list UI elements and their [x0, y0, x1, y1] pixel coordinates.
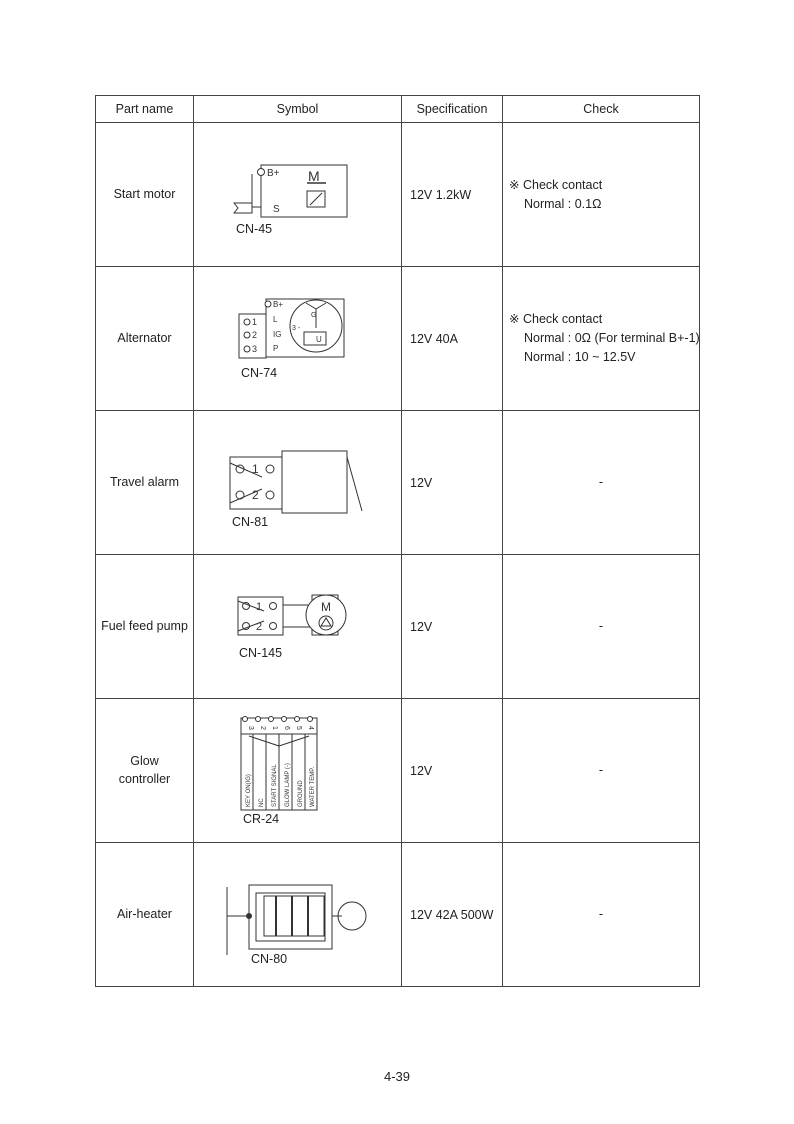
part-name-line: controller: [118, 771, 171, 786]
glow-pin: 5: [295, 726, 302, 730]
specification: 12V: [402, 411, 503, 555]
part-name: Fuel feed pump: [96, 555, 194, 699]
pin-2: 2: [252, 330, 258, 340]
glow-pin: 4: [307, 726, 314, 730]
glow-wire-label: GLOW LAMP (-): [285, 763, 291, 807]
symbol-cell: [194, 267, 402, 411]
connector-label: CN-45: [236, 222, 273, 236]
motor-m-label: M: [308, 168, 320, 184]
glow-wire-label: START SIGNAL: [272, 764, 278, 807]
symbol-cell: [194, 123, 402, 267]
header-row: [96, 96, 700, 123]
terminal-ig: IG: [273, 330, 282, 339]
header-part-name: Part name: [96, 96, 194, 123]
glow-wire-label: WATER TEMP.: [310, 766, 316, 807]
pin-1: 1: [252, 317, 258, 327]
connector-label: CR-24: [243, 812, 280, 826]
pin-1: 1: [252, 462, 259, 476]
check-cell: [503, 123, 700, 267]
check-title: Check contact: [523, 312, 603, 327]
glow-pin: 6: [283, 726, 290, 730]
check-title: Check contact: [523, 177, 603, 192]
note-mark: ※: [509, 177, 520, 192]
part-name-line: Glow: [130, 754, 159, 768]
terminal-l: L: [273, 315, 278, 324]
specification: 12V 42A 500W: [402, 843, 503, 987]
check-cell: -: [503, 555, 700, 699]
parts-spec-table: [95, 95, 700, 987]
connector-label: CN-81: [232, 515, 269, 529]
note-mark: ※: [509, 312, 520, 327]
specification: 12V 40A: [402, 267, 503, 411]
pump-m-label: M: [321, 600, 331, 614]
glow-pin: 1: [271, 726, 278, 730]
part-name: [96, 699, 194, 843]
header-specification: Specification: [402, 96, 503, 123]
fuel-feed-pump-symbol: [194, 555, 402, 698]
terminal-g: G: [311, 312, 317, 319]
specification: 12V 1.2kW: [402, 123, 503, 267]
specification: 12V: [402, 555, 503, 699]
terminal-u: U: [316, 335, 322, 344]
pin-3: 3: [252, 344, 258, 354]
check-cell: -: [503, 411, 700, 555]
table-row: [96, 699, 700, 843]
table-row: [96, 843, 700, 987]
alternator-symbol: [194, 267, 402, 410]
terminal-b-plus: B+: [273, 300, 284, 309]
symbol-cell: [194, 555, 402, 699]
check-cell: -: [503, 699, 700, 843]
pin-1: 1: [256, 601, 263, 613]
glow-wire-label: GROUND: [298, 780, 304, 807]
header-symbol: Symbol: [194, 96, 402, 123]
page-number: 4-39: [383, 1069, 411, 1084]
symbol-cell: [194, 699, 402, 843]
terminal-3: 3 -: [292, 325, 301, 332]
travel-alarm-symbol: [194, 411, 402, 554]
part-name: Start motor: [96, 123, 194, 267]
table-row: [96, 267, 700, 411]
table-row: [96, 411, 700, 555]
pin-2: 2: [256, 621, 263, 633]
glow-wire-label: KEY ON(IG): [246, 774, 252, 807]
table-row: [96, 555, 700, 699]
check-cell: -: [503, 843, 700, 987]
check-value: Normal : 10 ~ 12.5V: [524, 349, 636, 364]
check-cell: [503, 267, 700, 411]
symbol-cell: [194, 411, 402, 555]
part-name: Air-heater: [96, 843, 194, 987]
symbol-cell: [194, 843, 402, 987]
glow-wire-label: NC: [259, 798, 265, 807]
glow-controller-symbol: [194, 699, 402, 842]
glow-pin: 3: [247, 726, 254, 730]
check-value: Normal : 0.1Ω: [524, 196, 602, 211]
terminal-b-plus: B+: [267, 168, 280, 179]
table-row: [96, 123, 700, 267]
terminal-s: S: [273, 204, 280, 215]
connector-label: CN-80: [251, 952, 288, 966]
part-name: Alternator: [96, 267, 194, 411]
start-motor-symbol: [194, 123, 402, 266]
air-heater-symbol: [194, 843, 402, 986]
header-check: Check: [503, 96, 700, 123]
connector-label: CN-74: [241, 366, 278, 380]
glow-pin: 2: [259, 726, 266, 730]
terminal-p: P: [273, 344, 279, 353]
connector-label: CN-145: [239, 646, 283, 660]
pin-2: 2: [252, 488, 259, 502]
check-value: Normal : 0Ω (For terminal B+-1): [524, 331, 700, 346]
part-name: Travel alarm: [96, 411, 194, 555]
specification: 12V: [402, 699, 503, 843]
